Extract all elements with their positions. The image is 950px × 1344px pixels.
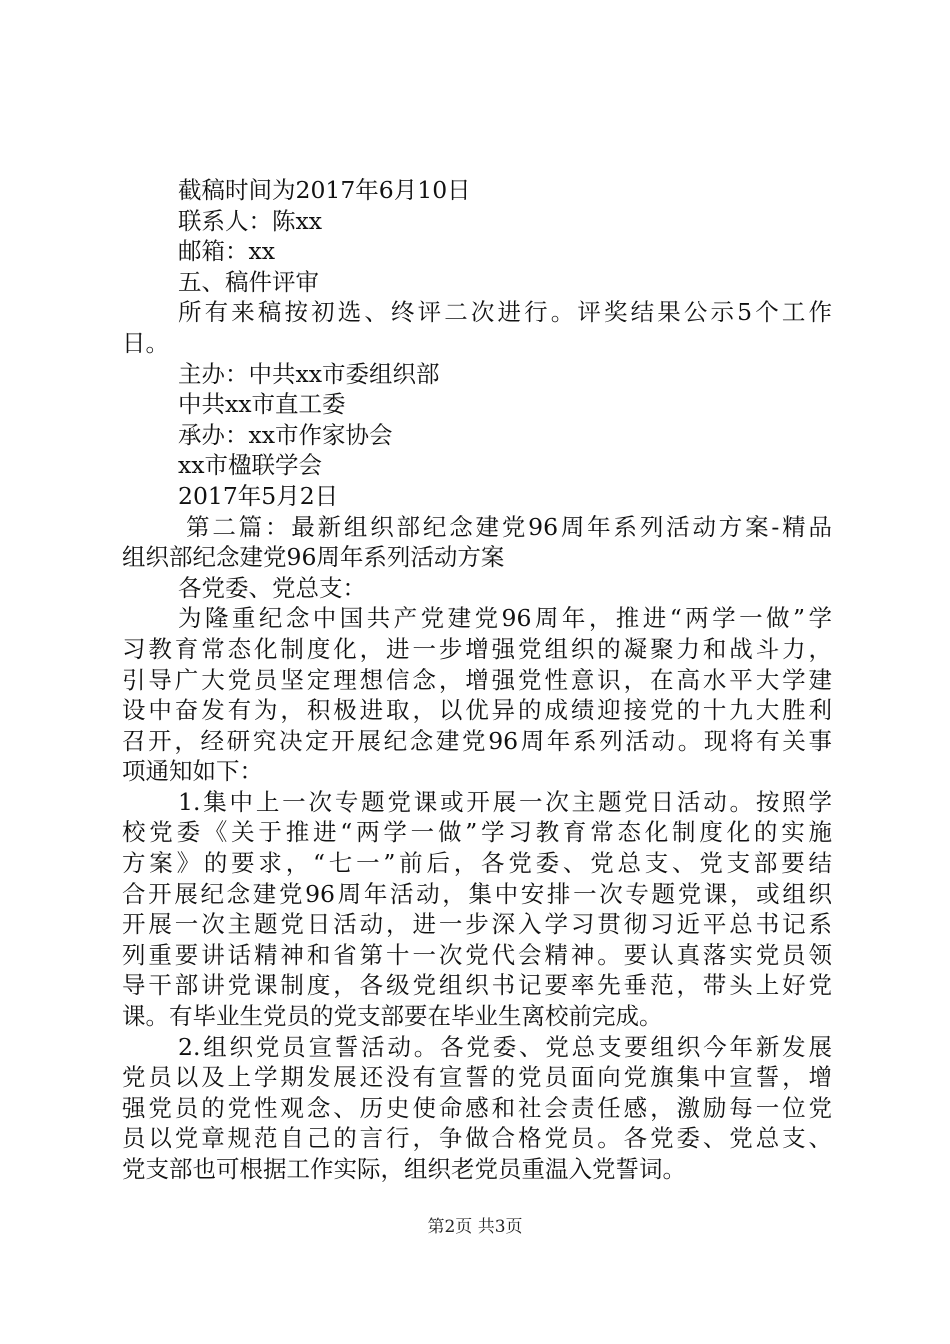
text-line: 五、稿件评审	[178, 267, 319, 296]
text-line: 项通知如下：	[122, 757, 263, 786]
text-line: 校党委《关于推进“两学一做”学习教育常态化制度化的实施	[122, 818, 832, 847]
document-body	[122, 175, 832, 1185]
text-line: 所有来稿按初选、终评二次进行。评奖结果公示5个工作	[178, 298, 832, 327]
text-line: 导干部讲党课制度，各级党组织书记要率先垂范，带头上好党	[122, 971, 832, 1000]
text-line: 中共xx市直工委	[178, 390, 346, 419]
text-line: 邮箱：xx	[178, 237, 276, 266]
section-heading-line: 第二篇：最新组织部纪念建党96周年系列活动方案-精品	[186, 512, 832, 541]
text-line: 日。	[122, 328, 169, 357]
text-line: 党员以及上学期发展还没有宣誓的党员面向党旗集中宣誓，增	[122, 1063, 832, 1092]
text-line: 方案》的要求，“七一”前后，各党委、党总支、党支部要结	[122, 849, 832, 878]
text-line: 设中奋发有为，积极进取，以优异的成绩迎接党的十九大胜利	[122, 696, 832, 725]
text-line: 1.集中上一次专题党课或开展一次主题党日活动。按照学	[178, 787, 832, 816]
text-line: 召开，经研究决定开展纪念建党96周年系列活动。现将有关事	[122, 726, 832, 755]
text-line: 合开展纪念建党96周年活动，集中安排一次专题党课，或组织	[122, 879, 832, 908]
text-line: 课。有毕业生党员的党支部要在毕业生离校前完成。	[122, 1002, 663, 1031]
text-line: 党支部也可根据工作实际，组织老党员重温入党誓词。	[122, 1155, 686, 1183]
text-line: 列重要讲话精神和省第十一次党代会精神。要认真落实党员领	[122, 940, 832, 969]
text-line: 主办：中共xx市委组织部	[178, 359, 440, 388]
text-line: 截稿时间为2017年6月10日	[178, 176, 471, 204]
text-line: xx市楹联学会	[178, 451, 323, 480]
text-line: 2017年5月2日	[178, 481, 339, 510]
text-line: 联系人：陈xx	[178, 206, 323, 235]
text-line: 引导广大党员坚定理想信念，增强党性意识，在高水平大学建	[122, 665, 832, 694]
section-heading-line: 组织部纪念建党96周年系列活动方案	[122, 543, 505, 572]
text-line: 为隆重纪念中国共产党建党96周年，推进“两学一做”学	[178, 604, 832, 633]
text-line: 各党委、党总支：	[178, 573, 366, 602]
text-line: 强党员的党性观念、历史使命感和社会责任感，激励每一位党	[122, 1093, 832, 1122]
page-number-footer: 第2页 共3页	[427, 1217, 523, 1237]
text-line: 承办：xx市作家协会	[178, 420, 393, 449]
text-line: 习教育常态化制度化，进一步增强党组织的凝聚力和战斗力，	[122, 634, 832, 663]
text-line: 员以党章规范自己的言行，争做合格党员。各党委、党总支、	[122, 1124, 832, 1153]
text-line: 2.组织党员宣誓活动。各党委、党总支要组织今年新发展	[178, 1032, 832, 1061]
text-line: 开展一次主题党日活动，进一步深入学习贯彻习近平总书记系	[122, 910, 832, 939]
